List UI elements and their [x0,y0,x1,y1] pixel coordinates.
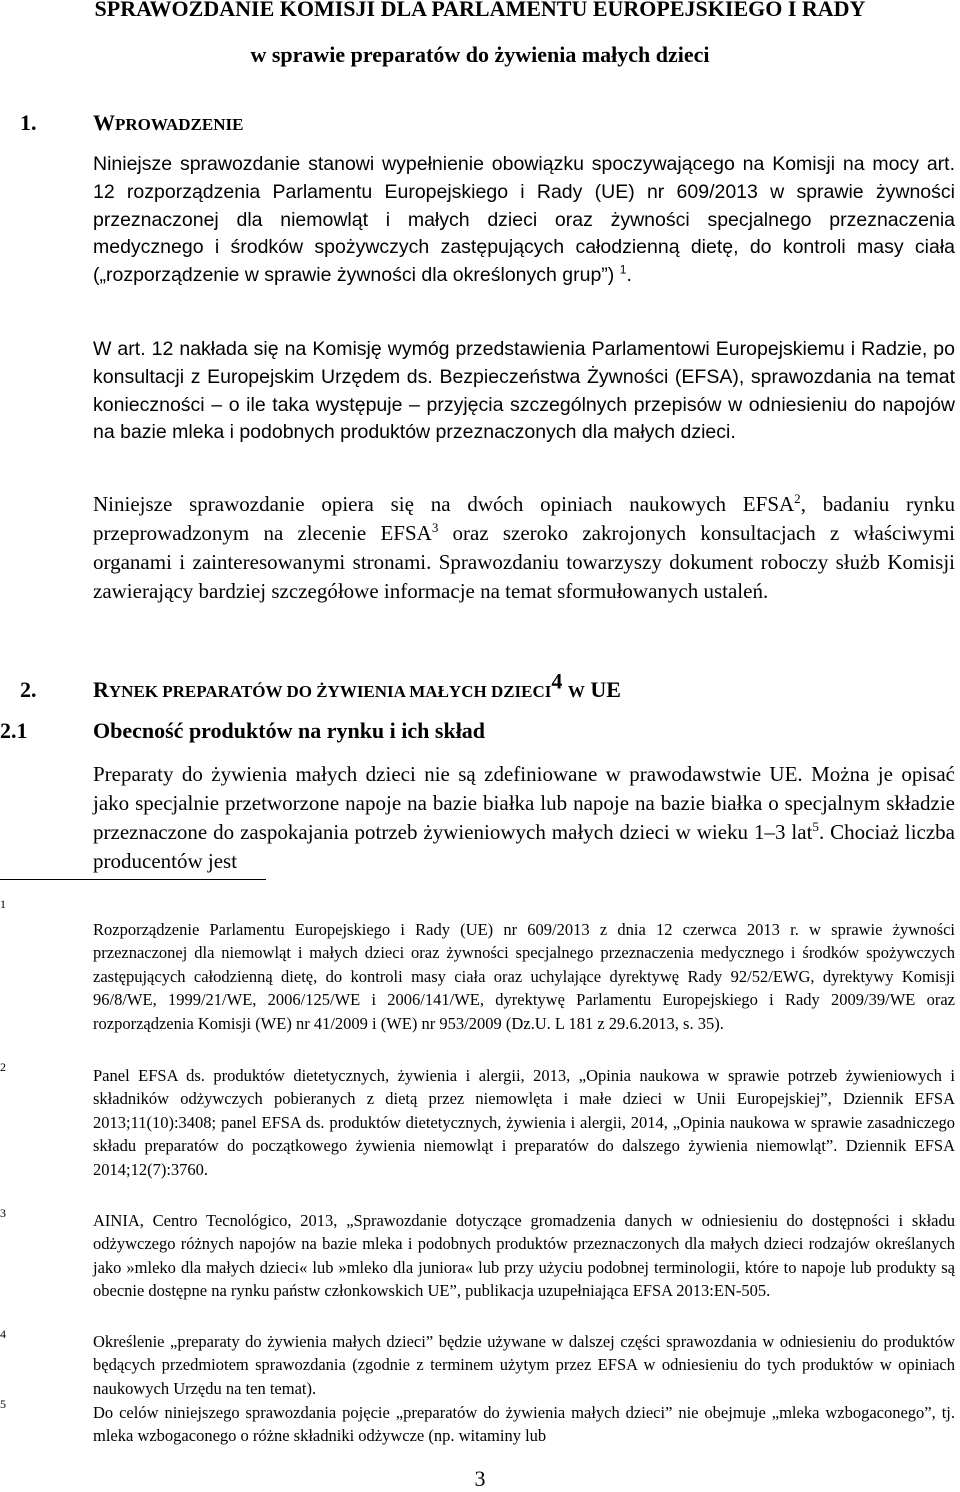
footnote-ref-1: 1 [619,262,627,277]
section-2-heading-tail-rest: UE [590,677,621,702]
section-2-1-paragraph-1-a: Preparaty do żywienia małych dzieci nie są zdefiniowane w prawodawstwie UE. Można je opisać jako specjalnie przetworzone napoje na bazie białka lub napoje na bazie białka o specjalnym składzie przeznaczone do zaspokajania potrzeb żywieniowych małych dzieci w wieku 1–3 lat [93,762,955,844]
section-1-paragraph-1 [93,151,955,290]
footnote-1-text: Rozporządzenie Parlamentu Europejskiego i Rady (UE) nr 609/2013 z dnia 12 czerwca 2013 r. w sprawie żywności przeznaczonej dla niemowląt i małych dzieci oraz żywności specjalnego przeznaczenia medycznego i środków spożywczych zastępujących całodzienną dietę, do kontroli masy ciała oraz uchylające dyrektywę Rady 92/52/EWG, dyrektywy Komisji 96/8/WE, 1999/21/WE, 2006/125/WE i 2006/141/WE, dyrektywę Parlamentu Europejskiego i Rady 2009/39/WE oraz rozporządzenia Komisji (WE) nr 41/2009 i (WE) nr 953/2009 (Dz.U. L 181 z 29.6.2013, s. 35). [93,920,955,1033]
section-1-paragraph-3-a: Niniejsze sprawozdanie opiera się na dwóch opiniach naukowych EFSA [93,492,795,516]
section-1-paragraph-3 [93,490,955,606]
footnote-3-text: AINIA, Centro Tecnológico, 2013, „Sprawozdanie dotyczące gromadzenia danych w odniesieniu do dostępności i składu odżywczego różnych napojów na bazie mleka i podobnych produktów przeznaczonych dla małych dzieci rodzajów określanych jako »mleko dla małych dzieci« lub »mleko dla juniora« lub przy użyciu podobnej terminologii, które to napoje lub produkty są obecnie dostępne na rynku państw członkowskich UE”, publikacja uzupełniająca EFSA 2013:EN-505. [93,1211,955,1301]
document-title: SPRAWOZDANIE KOMISJI DLA PARLAMENTU EUROPEJSKIEGO I RADY [94,0,866,21]
footnote-separator [0,879,266,880]
footnote-5-text: Do celów niniejszego sprawozdania pojęcie „preparatów do żywienia małych dzieci” nie obejmuje „mleka wzbogaconego”, tj. mleka wzbogaconego o różne składniki odżywcze (np. witaminy lub [93,1403,955,1446]
section-2-1-paragraph-1 [93,760,955,876]
footnote-3-mark: 3 [0,1206,6,1220]
section-2-heading-initial: R [93,677,109,702]
section-1-paragraph-3-b: , badaniu rynku przeprowadzonym na zlecenie EFSA [93,492,955,545]
section-1-paragraph-3-c: oraz szeroko zakrojonych konsultacjach z właściwymi organami i zainteresowanymi stronami. Sprawozdaniu towarzyszy dokument roboczy służb Komisji zawierający bardziej szczegółowe informacje na temat sformułowanych ustaleń. [93,521,955,603]
footnote-4-mark: 4 [0,1327,6,1341]
section-1-heading [93,110,243,138]
footnote-2-text: Panel EFSA ds. produktów dietetycznych, żywienia i alergii, 2013, „Opinia naukowa w sprawie potrzeb żywieniowych i składników odżywczych pobieranych z dietą przez niemowlęta i małe dzieci w Unii Europejskiej”, Dziennik EFSA 2013;11(10):3408; panel EFSA ds. produktów dietetycznych, żywienia i alergii, 2014, „Opinia naukowa w sprawie zasadniczego składu preparatów do początkowego żywienia niemowląt i preparatów do dalszego żywienia niemowląt”. Dziennik EFSA 2014;12(7):3760. [93,1066,955,1179]
footnote-ref-3: 3 [431,520,439,535]
section-1-number: 1. [20,110,37,135]
section-2-1-heading: Obecność produktów na rynku i ich skład [93,718,486,743]
footnote-ref-2: 2 [794,491,801,506]
footnote-ref-4: 4 [551,668,563,694]
section-1-paragraph-1-text: Niniejsze sprawozdanie stanowi wypełnienie obowiązku spoczywającego na Komisji na mocy art. 12 rozporządzenia Parlamentu Europejskiego i Rady (UE) nr 609/2013 w sprawie żywności przeznaczonej dla niemowląt i małych dzieci oraz żywności specjalnego przeznaczenia medycznego i środków spożywczych zastępujących całodzienną dietę, do kontroli masy ciała („rozporządzenie w sprawie żywności dla określonych grup”) [93,153,955,287]
section-2-heading-rest: YNEK PREPARATÓW DO ŻYWIENIA MAŁYCH DZIECI [108,682,552,701]
section-1-heading-rest: PROWADZENIE [115,115,244,134]
footnote-4-text: Określenie „preparaty do żywienia małych dzieci” będzie używane w dalszej części sprawozdania w odniesieniu do produktów będących przedmiotem sprawozdania (zgodnie z terminem użytym przez EFSA w odniesieniu do tych produktów w opiniach naukowych Urzędu na ten temat). [93,1332,955,1398]
page-number: 3 [474,1466,486,1491]
section-1-paragraph-1-end: . [626,264,632,287]
footnote-ref-5: 5 [812,819,819,834]
section-2-heading-tail-initial: W [567,682,585,701]
section-2-heading [93,668,621,705]
footnote-1-mark: 1 [0,897,6,911]
section-2-number: 2. [20,677,37,702]
section-2-1-paragraph-1-b: . Chociaż liczba producentów jest [93,820,955,873]
section-1-heading-initial: W [93,110,115,135]
footnote-5-mark: 5 [0,1397,6,1411]
document-subtitle: w sprawie preparatów do żywienia małych dzieci [250,42,710,67]
section-2-1-number: 2.1 [0,718,28,743]
footnote-2-mark: 2 [0,1060,6,1074]
section-1-paragraph-2: W art. 12 nakłada się na Komisję wymóg przedstawienia Parlamentowi Europejskiemu i Radzie, po konsultacji z Europejskim Urzędem ds. Bezpieczeństwa Żywności (EFSA), sprawozdania na temat konieczności – o ile taka występuje – przyjęcia szczególnych przepisów w odniesieniu do napojów na bazie mleka i podobnych produktów przeznaczonych dla małych dzieci. [93,338,955,444]
